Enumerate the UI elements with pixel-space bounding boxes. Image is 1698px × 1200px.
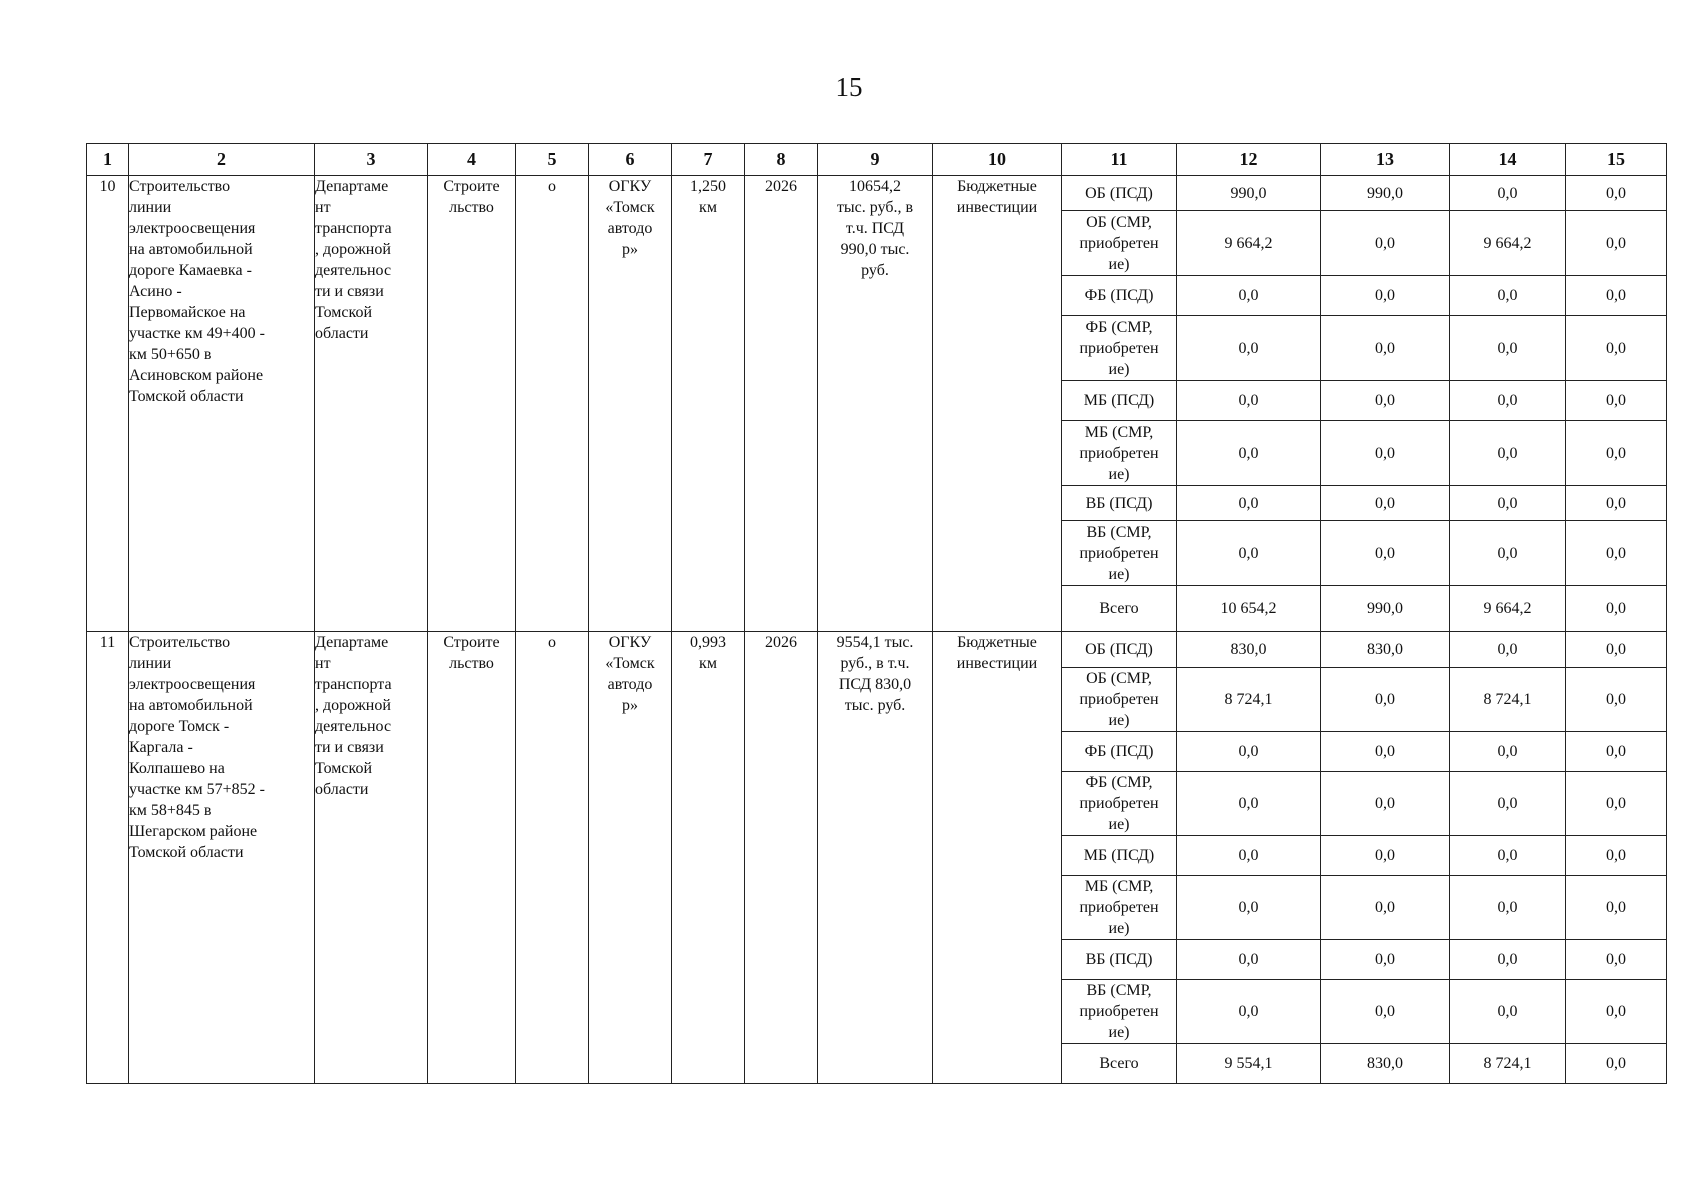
amount-cell: 0,0	[1450, 486, 1566, 521]
text-line: инвестиции	[956, 655, 1038, 672]
estimated-cost	[818, 176, 933, 632]
department	[315, 176, 428, 632]
amount-cell: 0,0	[1566, 586, 1667, 632]
text-line: 990,0 тыс.	[840, 241, 910, 258]
text-line: ФБ (СМР,	[1085, 774, 1153, 791]
text-line: Каргала -	[129, 739, 193, 756]
text-line: ти и связи	[315, 739, 384, 756]
text-line: Бюджетные	[957, 634, 1037, 651]
text-line: участке км 49+400 -	[129, 325, 265, 342]
funding-source	[1062, 632, 1177, 668]
amount-cell: 9 664,2	[1450, 586, 1566, 632]
text-line: км	[699, 199, 717, 216]
amount-cell: 0,0	[1566, 176, 1667, 211]
estimated-cost	[818, 632, 933, 1084]
amount-cell: 0,0	[1566, 668, 1667, 732]
text-line: транспорта	[315, 220, 392, 237]
amount-cell: 0,0	[1450, 732, 1566, 772]
amount-cell: 0,0	[1321, 980, 1450, 1044]
funding-source	[1062, 876, 1177, 940]
customer	[589, 632, 672, 1084]
col-header: 1	[87, 144, 129, 176]
amount-cell: 830,0	[1321, 1044, 1450, 1084]
amount-cell: 0,0	[1321, 836, 1450, 876]
text-line: ОБ (СМР,	[1086, 213, 1152, 231]
text-line: Томской	[315, 760, 373, 777]
text-line: ВБ (ПСД)	[1085, 494, 1153, 512]
amount-cell: 9 554,1	[1177, 1044, 1321, 1084]
amount-cell: 0,0	[1566, 836, 1667, 876]
object-number: 10	[87, 176, 129, 632]
text-line: ФБ (ПСД)	[1084, 287, 1154, 304]
amount-cell: 0,0	[1566, 1044, 1667, 1084]
amount-cell: 0,0	[1450, 176, 1566, 211]
text-line: Строите	[443, 634, 500, 651]
capacity	[672, 632, 745, 1084]
funding-source	[1062, 521, 1177, 586]
table-row	[87, 632, 1667, 668]
text-line: ие)	[1108, 360, 1130, 378]
col-header: 8	[745, 144, 818, 176]
amount-cell: 0,0	[1566, 421, 1667, 486]
text-line: 9554,1 тыс.	[836, 634, 914, 651]
text-line: линии	[129, 199, 172, 216]
text-line: ОБ (СМР,	[1086, 670, 1152, 687]
text-line: , дорожной	[315, 241, 391, 258]
text-line: Департаме	[315, 634, 389, 651]
funding-source	[1062, 836, 1177, 876]
text-line: Строительство	[129, 178, 231, 195]
department	[315, 632, 428, 1084]
amount-cell: 0,0	[1566, 381, 1667, 421]
amount-cell: 0,0	[1321, 381, 1450, 421]
text-line: приобретен	[1079, 444, 1159, 462]
text-line: области	[315, 781, 369, 798]
amount-cell: 0,0	[1566, 876, 1667, 940]
funding-source	[1062, 381, 1177, 421]
text-line: , дорожной	[315, 697, 391, 714]
text-line: дороге Камаевка -	[129, 262, 252, 279]
text-line: 1,250	[690, 178, 726, 195]
work-type	[428, 632, 516, 1084]
investment-table	[86, 143, 1667, 1084]
amount-cell: 0,0	[1321, 772, 1450, 836]
work-type	[428, 176, 516, 632]
object-number: 11	[87, 632, 129, 1084]
text-line: Бюджетные	[957, 178, 1037, 195]
text-line: Строительство	[129, 634, 231, 651]
amount-cell: 0,0	[1450, 772, 1566, 836]
text-line: электроосвещения	[129, 676, 256, 693]
amount-cell: 10 654,2	[1177, 586, 1321, 632]
funding-source	[1062, 732, 1177, 772]
col-header: 10	[933, 144, 1062, 176]
text-line: приобретен	[1079, 544, 1159, 562]
col-header: 2	[129, 144, 315, 176]
text-line: р»	[622, 697, 638, 714]
year: 2026	[745, 632, 818, 1084]
text-line: ие)	[1108, 465, 1130, 483]
amount-cell: 0,0	[1177, 486, 1321, 521]
amount-cell: 0,0	[1450, 276, 1566, 316]
col-header: 9	[818, 144, 933, 176]
col-header: 13	[1321, 144, 1450, 176]
amount-cell: 0,0	[1566, 980, 1667, 1044]
text-line: тыс. руб.	[844, 697, 906, 714]
text-line: приобретен	[1079, 339, 1159, 357]
col-header: 6	[589, 144, 672, 176]
amount-cell: 0,0	[1566, 632, 1667, 668]
amount-cell: 0,0	[1177, 521, 1321, 586]
amount-cell: 9 664,2	[1177, 211, 1321, 276]
investment-type	[933, 632, 1062, 1084]
text-line: Департаме	[315, 178, 389, 195]
amount-cell: 0,0	[1566, 521, 1667, 586]
amount-cell: 0,0	[1566, 772, 1667, 836]
text-line: ВБ (СМР,	[1086, 523, 1152, 541]
text-line: Шегарском районе	[129, 823, 258, 840]
text-line: ие)	[1108, 712, 1130, 729]
text-line: Асино -	[129, 283, 182, 300]
amount-cell: 0,0	[1321, 276, 1450, 316]
text-line: Томской области	[129, 388, 244, 405]
amount-cell: 830,0	[1321, 632, 1450, 668]
text-line: ФБ (ПСД)	[1084, 743, 1154, 760]
text-line: ие)	[1108, 255, 1130, 273]
funding-source	[1062, 176, 1177, 211]
text-line: ие)	[1108, 920, 1130, 937]
column-5-value: о	[516, 632, 589, 1084]
amount-cell: 0,0	[1450, 632, 1566, 668]
funding-source	[1062, 668, 1177, 732]
funding-source	[1062, 980, 1177, 1044]
customer	[589, 176, 672, 632]
col-header: 3	[315, 144, 428, 176]
col-header: 12	[1177, 144, 1321, 176]
object-name	[129, 632, 315, 1084]
amount-cell: 0,0	[1177, 876, 1321, 940]
amount-cell: 0,0	[1321, 486, 1450, 521]
text-line: ие)	[1108, 1024, 1130, 1041]
text-line: ие)	[1108, 816, 1130, 833]
text-line: Всего	[1099, 1055, 1139, 1072]
text-line: 10654,2	[849, 178, 901, 195]
column-5-value: о	[516, 176, 589, 632]
amount-cell: 0,0	[1450, 381, 1566, 421]
text-line: деятельнос	[315, 262, 392, 279]
amount-cell: 0,0	[1566, 316, 1667, 381]
text-line: Асиновском районе	[129, 367, 264, 384]
text-line: льство	[449, 199, 494, 216]
amount-cell: 0,0	[1450, 940, 1566, 980]
col-header: 14	[1450, 144, 1566, 176]
capacity	[672, 176, 745, 632]
amount-cell: 0,0	[1566, 732, 1667, 772]
text-line: Колпашево на	[129, 760, 225, 777]
amount-cell: 8 724,1	[1450, 668, 1566, 732]
funding-source	[1062, 486, 1177, 521]
col-header: 5	[516, 144, 589, 176]
amount-cell: 0,0	[1321, 211, 1450, 276]
amount-cell: 0,0	[1450, 521, 1566, 586]
text-line: ОГКУ	[608, 178, 652, 195]
text-line: дороге Томск -	[129, 718, 230, 735]
amount-cell: 0,0	[1566, 211, 1667, 276]
text-line: ОБ (ПСД)	[1085, 184, 1153, 202]
amount-cell: 0,0	[1321, 940, 1450, 980]
text-line: МБ (ПСД)	[1083, 392, 1155, 409]
amount-cell: 0,0	[1450, 980, 1566, 1044]
text-line: МБ (ПСД)	[1083, 847, 1155, 864]
amount-cell: 0,0	[1450, 421, 1566, 486]
amount-cell: 830,0	[1177, 632, 1321, 668]
text-line: МБ (СМР,	[1084, 878, 1154, 895]
text-line: участке км 57+852 -	[129, 781, 265, 798]
text-line: приобретен	[1079, 234, 1159, 252]
amount-cell: 0,0	[1450, 316, 1566, 381]
text-line: МБ (СМР,	[1084, 423, 1154, 441]
funding-source	[1062, 586, 1177, 632]
text-line: 0,993	[690, 634, 726, 651]
amount-cell: 0,0	[1177, 940, 1321, 980]
text-line: ОБ (ПСД)	[1085, 641, 1153, 658]
text-line: приобретен	[1079, 899, 1159, 916]
amount-cell: 0,0	[1566, 486, 1667, 521]
table-row	[87, 176, 1667, 211]
header-row	[87, 144, 1667, 176]
text-line: области	[315, 325, 369, 342]
text-line: Строите	[443, 178, 500, 195]
amount-cell: 990,0	[1321, 586, 1450, 632]
amount-cell: 0,0	[1177, 732, 1321, 772]
amount-cell: 0,0	[1566, 276, 1667, 316]
funding-source	[1062, 772, 1177, 836]
funding-source	[1062, 940, 1177, 980]
funding-source	[1062, 276, 1177, 316]
text-line: р»	[622, 241, 638, 258]
amount-cell: 0,0	[1177, 316, 1321, 381]
funding-source	[1062, 421, 1177, 486]
amount-cell: 0,0	[1177, 276, 1321, 316]
text-line: ти и связи	[315, 283, 384, 300]
text-line: автодо	[607, 676, 653, 693]
text-line: льство	[449, 655, 494, 672]
text-line: приобретен	[1079, 795, 1159, 812]
year: 2026	[745, 176, 818, 632]
amount-cell: 0,0	[1321, 732, 1450, 772]
amount-cell: 0,0	[1450, 836, 1566, 876]
text-line: «Томск	[605, 655, 655, 672]
text-line: т.ч. ПСД	[845, 220, 905, 237]
amount-cell: 9 664,2	[1450, 211, 1566, 276]
text-line: линии	[129, 655, 172, 672]
page-number: 15	[835, 72, 863, 102]
funding-source	[1062, 1044, 1177, 1084]
text-line: «Томск	[605, 199, 655, 216]
text-line: инвестиции	[956, 199, 1038, 216]
amount-cell: 0,0	[1177, 772, 1321, 836]
amount-cell: 0,0	[1321, 876, 1450, 940]
text-line: Томской	[315, 304, 373, 321]
amount-cell: 990,0	[1321, 176, 1450, 211]
text-line: на автомобильной	[129, 697, 253, 714]
amount-cell: 0,0	[1566, 940, 1667, 980]
text-line: ВБ (ПСД)	[1085, 951, 1153, 968]
text-line: ВБ (СМР,	[1086, 982, 1152, 999]
text-line: ие)	[1108, 565, 1130, 583]
amount-cell: 0,0	[1177, 381, 1321, 421]
amount-cell: 8 724,1	[1450, 1044, 1566, 1084]
amount-cell: 0,0	[1177, 836, 1321, 876]
col-header: 7	[672, 144, 745, 176]
object-name	[129, 176, 315, 632]
text-line: приобретен	[1079, 691, 1159, 708]
text-line: автодо	[607, 220, 653, 237]
text-line: нт	[315, 199, 331, 216]
col-header: 15	[1566, 144, 1667, 176]
text-line: приобретен	[1079, 1003, 1159, 1020]
col-header: 11	[1062, 144, 1177, 176]
text-line: нт	[315, 655, 331, 672]
text-line: км 58+845 в	[129, 802, 212, 819]
funding-source	[1062, 211, 1177, 276]
amount-cell: 0,0	[1321, 421, 1450, 486]
text-line: км 50+650 в	[129, 346, 212, 363]
text-line: электроосвещения	[129, 220, 256, 237]
amount-cell: 0,0	[1177, 421, 1321, 486]
text-line: руб., в т.ч.	[840, 655, 910, 672]
text-line: тыс. руб., в	[836, 199, 914, 216]
amount-cell: 8 724,1	[1177, 668, 1321, 732]
text-line: км	[699, 655, 717, 672]
amount-cell: 0,0	[1321, 316, 1450, 381]
funding-source	[1062, 316, 1177, 381]
text-line: Всего	[1099, 600, 1139, 617]
text-line: на автомобильной	[129, 241, 253, 258]
text-line: ФБ (СМР,	[1085, 318, 1153, 336]
amount-cell: 0,0	[1177, 980, 1321, 1044]
text-line: Томской области	[129, 844, 244, 861]
text-line: Первомайское на	[129, 304, 246, 321]
investment-type	[933, 176, 1062, 632]
text-line: ОГКУ	[608, 634, 652, 651]
amount-cell: 0,0	[1450, 876, 1566, 940]
amount-cell: 0,0	[1321, 668, 1450, 732]
col-header: 4	[428, 144, 516, 176]
text-line: деятельнос	[315, 718, 392, 735]
amount-cell: 0,0	[1321, 521, 1450, 586]
text-line: транспорта	[315, 676, 392, 693]
text-line: ПСД 830,0	[838, 676, 912, 693]
text-line: руб.	[861, 262, 889, 279]
amount-cell: 990,0	[1177, 176, 1321, 211]
